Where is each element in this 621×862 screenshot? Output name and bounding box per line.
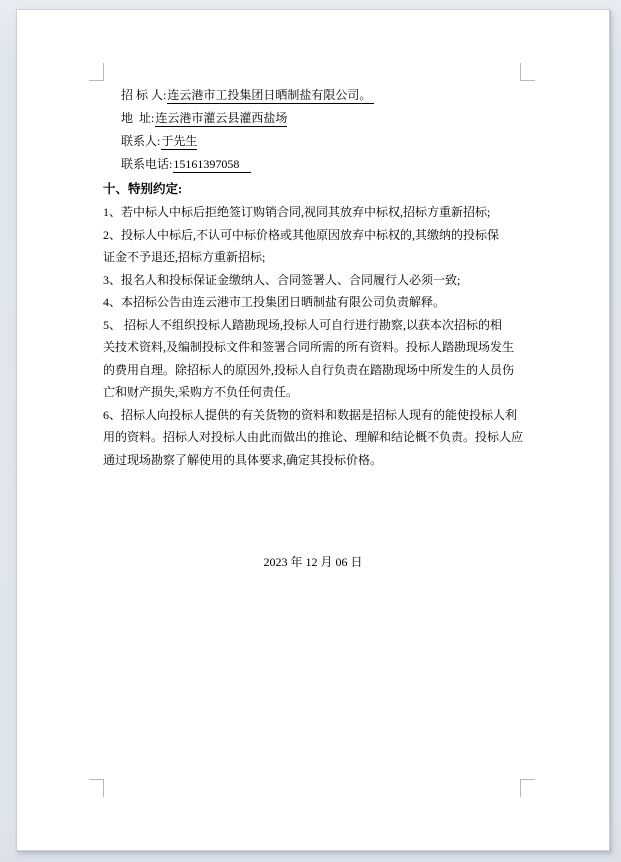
- tenderer-label: 招 标 人:: [121, 88, 167, 102]
- tenderer-row: [121, 84, 523, 107]
- tenderer-value[interactable]: 连云港市工投集团日晒制盐有限公司。: [167, 88, 375, 102]
- contact-person-label: 联系人:: [121, 134, 161, 148]
- clause-6-line: 用的资料。招标人对投标人由此而做出的推论、理解和结论概不负责。投标人应: [103, 430, 524, 444]
- phone-value[interactable]: 15161397058: [173, 157, 252, 171]
- clause-2-line: 证金不予退还,招标方重新招标;: [103, 250, 266, 264]
- clause-1: [103, 201, 523, 224]
- clause-5-line: 关技术资料,及编制投标文件和签署合同所需的所有资料。投标人踏勘现场发生: [103, 340, 515, 354]
- contact-person-value[interactable]: 于先生: [161, 134, 198, 148]
- document-date: 2023 年 12 月 06 日: [263, 555, 363, 569]
- contact-person-row: [121, 130, 523, 153]
- clause-5-line: 的费用自理。除招标人的原因外,投标人自行负责在踏勘现场中所发生的人员伤: [103, 362, 515, 377]
- margin-crop-mark-bottom-left: [89, 779, 104, 797]
- clause-6-line: 通过现场勘察了解使用的具体要求,确定其投标价格。: [103, 452, 383, 467]
- clause-3: [103, 269, 523, 292]
- clause-6: [103, 404, 523, 472]
- clause-2-line: 2、投标人中标后,不认可中标价格或其他原因放弃中标权的,其缴纳的投标保: [103, 227, 500, 242]
- clause-4-line: 4、本招标公告由连云港市工投集团日晒制盐有限公司负责解释。: [103, 295, 446, 309]
- address-value[interactable]: 连云港市灌云县灌西盐场: [155, 111, 288, 125]
- special-terms-clauses: [103, 201, 523, 471]
- margin-crop-mark-bottom-right: [520, 779, 535, 797]
- phone-label: 联系电话:: [121, 157, 173, 171]
- clause-2: [103, 224, 523, 269]
- special-terms-heading: 十、特别约定:: [103, 182, 183, 196]
- document-page[interactable]: [16, 9, 610, 851]
- clause-6-line: 6、招标人向投标人提供的有关货物的资料和数据是招标人现有的能使投标人利: [103, 407, 518, 422]
- contact-block: [103, 84, 523, 176]
- address-label: 地 址:: [121, 111, 155, 125]
- clause-5: [103, 314, 523, 404]
- clause-4: [103, 291, 523, 314]
- phone-row: [121, 153, 523, 176]
- address-row: [121, 107, 523, 130]
- clause-5-line: 亡和财产损失,采购方不负任何责任。: [103, 385, 299, 399]
- margin-crop-mark-top-right: [520, 63, 535, 81]
- clause-3-line: 3、报名人和投标保证金缴纳人、合同签署人、合同履行人必须一致;: [103, 272, 461, 287]
- page-content: [103, 80, 523, 574]
- clause-1-line: 1、若中标人中标后拒绝签订购销合同,视同其放弃中标权,招标方重新招标;: [103, 205, 491, 219]
- clause-5-line: 5、 招标人不组织投标人踏勘现场,投标人可自行进行勘察,以获本次招标的相: [103, 317, 503, 332]
- margin-crop-mark-top-left: [89, 63, 104, 81]
